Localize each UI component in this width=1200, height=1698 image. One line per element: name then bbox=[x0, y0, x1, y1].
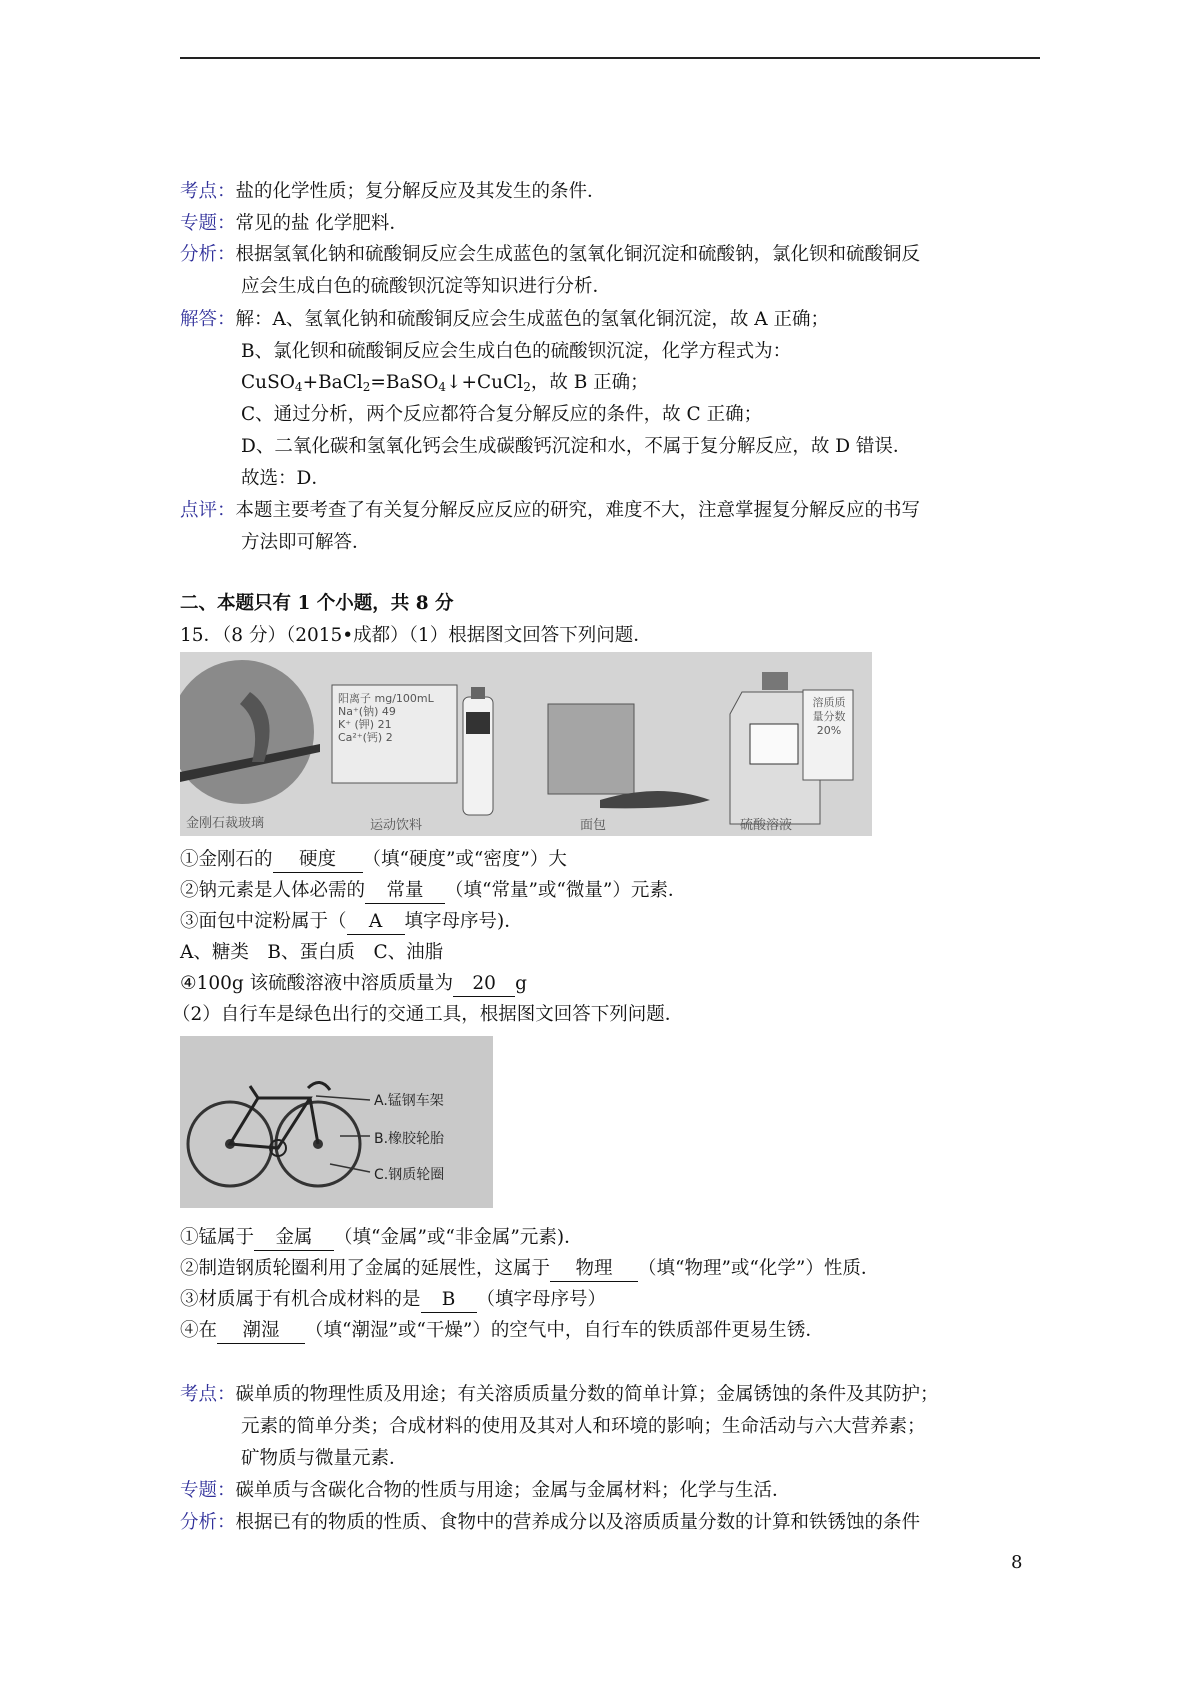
jieda-label: 解答 bbox=[180, 309, 218, 330]
q14-kaodian-text: 盐的化学性质；复分解反应及其发生的条件． bbox=[235, 181, 606, 202]
q14-jieda-equation: CuSO$_4$+BaCl$_2$=BaSO$_4$↓+CuCl$_2$，故 B 正确； bbox=[241, 372, 649, 394]
figure-bicycle bbox=[180, 1036, 493, 1208]
fenxi-label: 分析 bbox=[180, 244, 218, 265]
q14-jieda: 解答：解：A、氢氧化钠和硫酸铜反应会生成蓝色的氢氧化铜沉淀，故 A 正确； bbox=[180, 309, 830, 330]
figure-materials bbox=[180, 652, 872, 836]
answer-p2: 常量 bbox=[365, 879, 445, 904]
answer-s3: B bbox=[421, 1288, 477, 1313]
q14-jieda-line2: B、氯化钡和硫酸铜反应会生成白色的硫酸钡沉淀，化学方程式为： bbox=[241, 341, 792, 362]
answer-s1: 金属 bbox=[254, 1226, 334, 1251]
caption-diamond: 金刚石裁玻璃 bbox=[186, 816, 265, 831]
bicycle-label-b: B.橡胶轮胎 bbox=[374, 1131, 445, 1147]
section-title: 二、本题只有 1 个小题，共 8 分 bbox=[180, 593, 454, 614]
drink-label-text: 阳离子 mg/100mL Na⁺(钠) 49 K⁺ (钾) 21 Ca²⁺(钙) 2 bbox=[338, 692, 434, 744]
q14-dianping-line1: 本题主要考查了有关复分解反应反应的研究，难度不大，注意掌握复分解反应的书写 bbox=[235, 500, 921, 521]
answer-s2: 物理 bbox=[550, 1257, 638, 1282]
q15-s3: ③材质属于有机合成材料的是 B （填字母序号） bbox=[180, 1288, 606, 1313]
page-number: 8 bbox=[1011, 1552, 1023, 1573]
q15-zhuanti: 专题：碳单质与含碳化合物的性质与用途；金属与金属材料；化学与生活． bbox=[180, 1480, 791, 1501]
header-rule bbox=[180, 57, 1040, 59]
bicycle-label-c: C.钢质轮圈 bbox=[374, 1167, 445, 1183]
acid-tag-text: 溶质质量分数 20% bbox=[812, 696, 846, 737]
q14-fenxi: 分析：根据氢氧化钠和硫酸铜反应会生成蓝色的氢氧化铜沉淀和硫酸钠，氯化钡和硫酸铜反 bbox=[180, 244, 921, 265]
answer-p3: A bbox=[347, 910, 405, 935]
zhuanti-label: 专题 bbox=[180, 213, 218, 234]
q14-dianping-line2: 方法即可解答． bbox=[241, 532, 371, 553]
caption-drink: 运动饮料 bbox=[370, 818, 423, 833]
q15-part2: （2）自行车是绿色出行的交通工具，根据图文回答下列问题． bbox=[172, 1004, 684, 1025]
q15-s2: ②制造钢质轮圈利用了金属的延展性，这属于 物理 （填“物理”或“化学”）性质． bbox=[180, 1257, 879, 1282]
q15-s4: ④在 潮湿 （填“潮湿”或“干燥”）的空气中，自行车的铁质部件更易生锈． bbox=[180, 1319, 824, 1344]
q15-p3-options: A、糖类 B、蛋白质 C、油脂 bbox=[180, 942, 444, 963]
q15-zhuanti-text: 碳单质与含碳化合物的性质与用途；金属与金属材料；化学与生活． bbox=[235, 1480, 791, 1501]
q14-zhuanti-text: 常见的盐 化学肥料． bbox=[235, 213, 408, 234]
q15-p3: ③面包中淀粉属于（ A 填字母序号)． bbox=[180, 910, 523, 935]
q14-jieda-line5: D、二氧化碳和氢氧化钙会生成碳酸钙沉淀和水，不属于复分解反应，故 D 错误． bbox=[241, 436, 912, 457]
q15-kaodian: 考点：碳单质的物理性质及用途；有关溶质质量分数的简单计算；金属锈蚀的条件及其防护； bbox=[180, 1384, 939, 1405]
kaodian-label: 考点 bbox=[180, 181, 218, 202]
figure-materials-drawing bbox=[180, 652, 872, 836]
q14-jieda-line4: C、通过分析，两个反应都符合复分解反应的条件，故 C 正确； bbox=[241, 404, 763, 425]
q15-stem: 15．（8 分）（2015•成都）（1）根据图文回答下列问题． bbox=[180, 625, 652, 646]
q15-fenxi-line1: 根据已有的物质的性质、食物中的营养成分以及溶质质量分数的计算和铁锈蚀的条件 bbox=[235, 1512, 921, 1533]
q14-dianping: 点评：本题主要考查了有关复分解反应反应的研究，难度不大，注意掌握复分解反应的书写 bbox=[180, 500, 921, 521]
answer-s4: 潮湿 bbox=[217, 1319, 305, 1344]
q15-p1: ①金刚石的 硬度 （填“硬度”或“密度”）大 bbox=[180, 848, 567, 873]
q14-fenxi-line2: 应会生成白色的硫酸钡沉淀等知识进行分析． bbox=[241, 276, 612, 297]
q15-p4: ④100g 该硫酸溶液中溶质质量为 20 g bbox=[180, 972, 527, 997]
q14-jieda-line1: 解：A、氢氧化钠和硫酸铜反应会生成蓝色的氢氧化铜沉淀，故 A 正确； bbox=[235, 309, 830, 330]
q14-jieda-line6: 故选：D． bbox=[241, 468, 330, 489]
dianping-label: 点评 bbox=[180, 500, 218, 521]
q14-zhuanti: 专题：常见的盐 化学肥料． bbox=[180, 213, 408, 234]
caption-bread: 面包 bbox=[580, 818, 607, 833]
answer-p4: 20 bbox=[453, 972, 515, 997]
q15-kaodian-line3: 矿物质与微量元素． bbox=[241, 1448, 408, 1469]
caption-acid: 硫酸溶液 bbox=[740, 818, 793, 833]
q15-kaodian-line2: 元素的简单分类；合成材料的使用及其对人和环境的影响；生命活动与六大营养素； bbox=[241, 1416, 926, 1437]
answer-p1: 硬度 bbox=[273, 848, 363, 873]
q15-p2: ②钠元素是人体必需的 常量 （填“常量”或“微量”）元素． bbox=[180, 879, 686, 904]
bicycle-label-a: A.锰钢车架 bbox=[374, 1093, 444, 1109]
bread-icon bbox=[548, 704, 634, 794]
q15-fenxi: 分析：根据已有的物质的性质、食物中的营养成分以及溶质质量分数的计算和铁锈蚀的条件 bbox=[180, 1512, 921, 1533]
q15-kaodian-line1: 碳单质的物理性质及用途；有关溶质质量分数的简单计算；金属锈蚀的条件及其防护； bbox=[235, 1384, 939, 1405]
bicycle-drawing bbox=[180, 1036, 493, 1208]
q14-kaodian: 考点：盐的化学性质；复分解反应及其发生的条件． bbox=[180, 181, 606, 202]
q15-s1: ①锰属于 金属 （填“金属”或“非金属”元素)． bbox=[180, 1226, 583, 1251]
acid-bottle-icon bbox=[762, 672, 788, 690]
q14-fenxi-line1: 根据氢氧化钠和硫酸铜反应会生成蓝色的氢氧化铜沉淀和硫酸钠，氯化钡和硫酸铜反 bbox=[235, 244, 921, 265]
